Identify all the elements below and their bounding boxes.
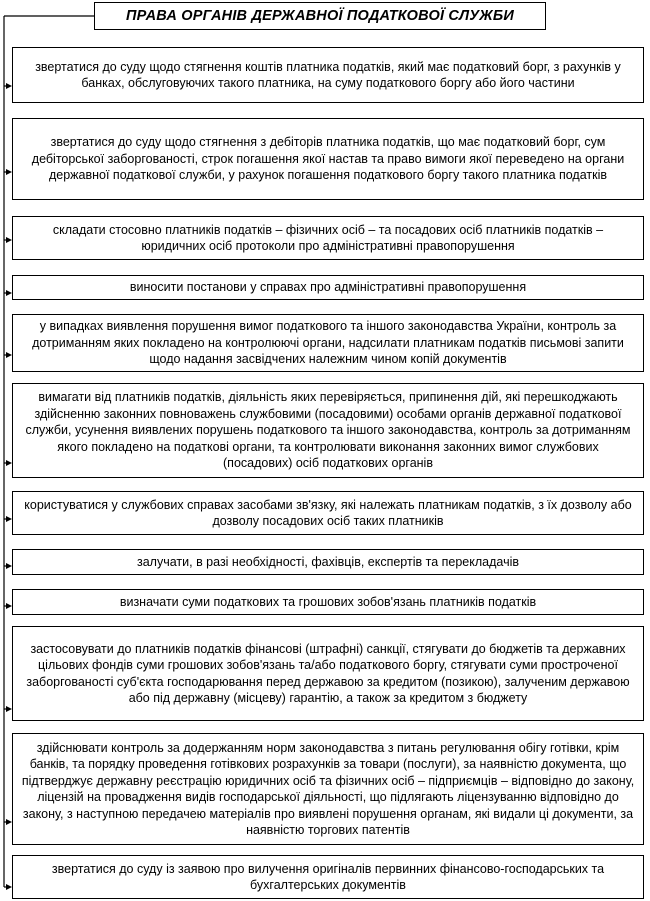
right-box-10: [12, 626, 644, 721]
right-box-5-text: у випадках виявлення порушення вимог податкового та іншого законодавства України, контроль за дотриманням яких покладено на контролюючі органи, надсилати платникам податків письмові запити щодо надання засвідчених належним чином копій документів: [32, 319, 624, 367]
right-box-3-text: складати стосовно платників податків – фізичних осіб – та посадових осіб платників податків – юридичних осіб протоколи про адміністративні правопорушення: [52, 222, 604, 253]
right-box-3: [12, 216, 644, 260]
right-box-8-text: залучати, в разі необхідності, фахівців, експертів та перекладачів: [137, 554, 519, 569]
right-box-11: [12, 733, 644, 845]
right-box-6-text: вимагати від платників податків, діяльність яких перевіряється, припинення дій, які перешкоджають здійсненню законних повноважень службовими (посадовими) особами органів державної податкової служби, усунення виявлених порушень податкового та іншого законодавства, контроль за дотриманням якого покладено на податкові органи, та контролювати виконання законних вимог службових (посадових) осіб податкових органів: [25, 390, 631, 471]
right-box-5: [12, 314, 644, 372]
right-box-2: [12, 118, 644, 200]
right-box-9: [12, 589, 644, 615]
right-box-8: [12, 549, 644, 575]
right-box-12-text: звертатися до суду із заявою про вилучення оригіналів первинних фінансово-господарських та бухгалтерських документів: [51, 861, 605, 892]
right-box-12: [12, 855, 644, 899]
right-box-11-text: здійснювати контроль за додержанням норм законодавства з питань регулювання обігу готівки, крім банків, та порядку проведення готівкових розрахунків за товари (послуги), за наявністю документа, що підтверджує державну реєстрацію юридичних осіб та фізичних осіб – підприємців – відповідно до закону, ліцензій на провадження видів господарської діяльності, що підлягають ліцензуванню відповідно до закону, з наступною передачею матеріалів про виявлені порушення органам, які видали ці документи, за наявністю торгових патентів: [21, 740, 635, 837]
right-box-1-text: звертатися до суду щодо стягнення коштів платника податків, який має податковий борг, з рахунків у банках, обслуговуючих такого платника, на суму податкового боргу або його частини: [35, 59, 621, 90]
right-box-6: [12, 383, 644, 478]
diagram-title: ПРАВА ОРГАНІВ ДЕРЖАВНОЇ ПОДАТКОВОЇ СЛУЖБИ: [125, 8, 514, 24]
right-box-7-text: користуватися у службових справах засобами зв'язку, які належать платникам податків, з їх дозволу або дозволу посадових осіб таких платників: [24, 497, 632, 528]
right-box-4-text: виносити постанови у справах про адміністративні правопорушення: [129, 280, 527, 295]
right-box-2-text: звертатися до суду щодо стягнення з дебіторів платника податків, що має податковий борг, сум дебіторської заборгованості, строк погашення якої настав та право вимоги якої переведено на органи державної податкової служби, у рахунок погашення податкового боргу такого платника податків: [31, 135, 625, 183]
arrow-group: [4, 83, 12, 890]
right-box-9-text: визначати суми податкових та грошових зобов'язань платників податків: [119, 594, 537, 609]
right-box-7: [12, 491, 644, 535]
right-box-10-text: застосовувати до платників податків фінансові (штрафні) санкції, стягувати до бюджетів та державних цільових фондів суми грошових зобов'язань та/або податкового боргу, стягувати суми простроченої заборгованості суб'єкта господарювання перед державою за кредитом (позикою), залученим державою або під державну (місцеву) гарантію, а також за кредитом з бюджету: [26, 641, 630, 705]
right-box-1: [12, 47, 644, 103]
right-box-4: [12, 275, 644, 300]
